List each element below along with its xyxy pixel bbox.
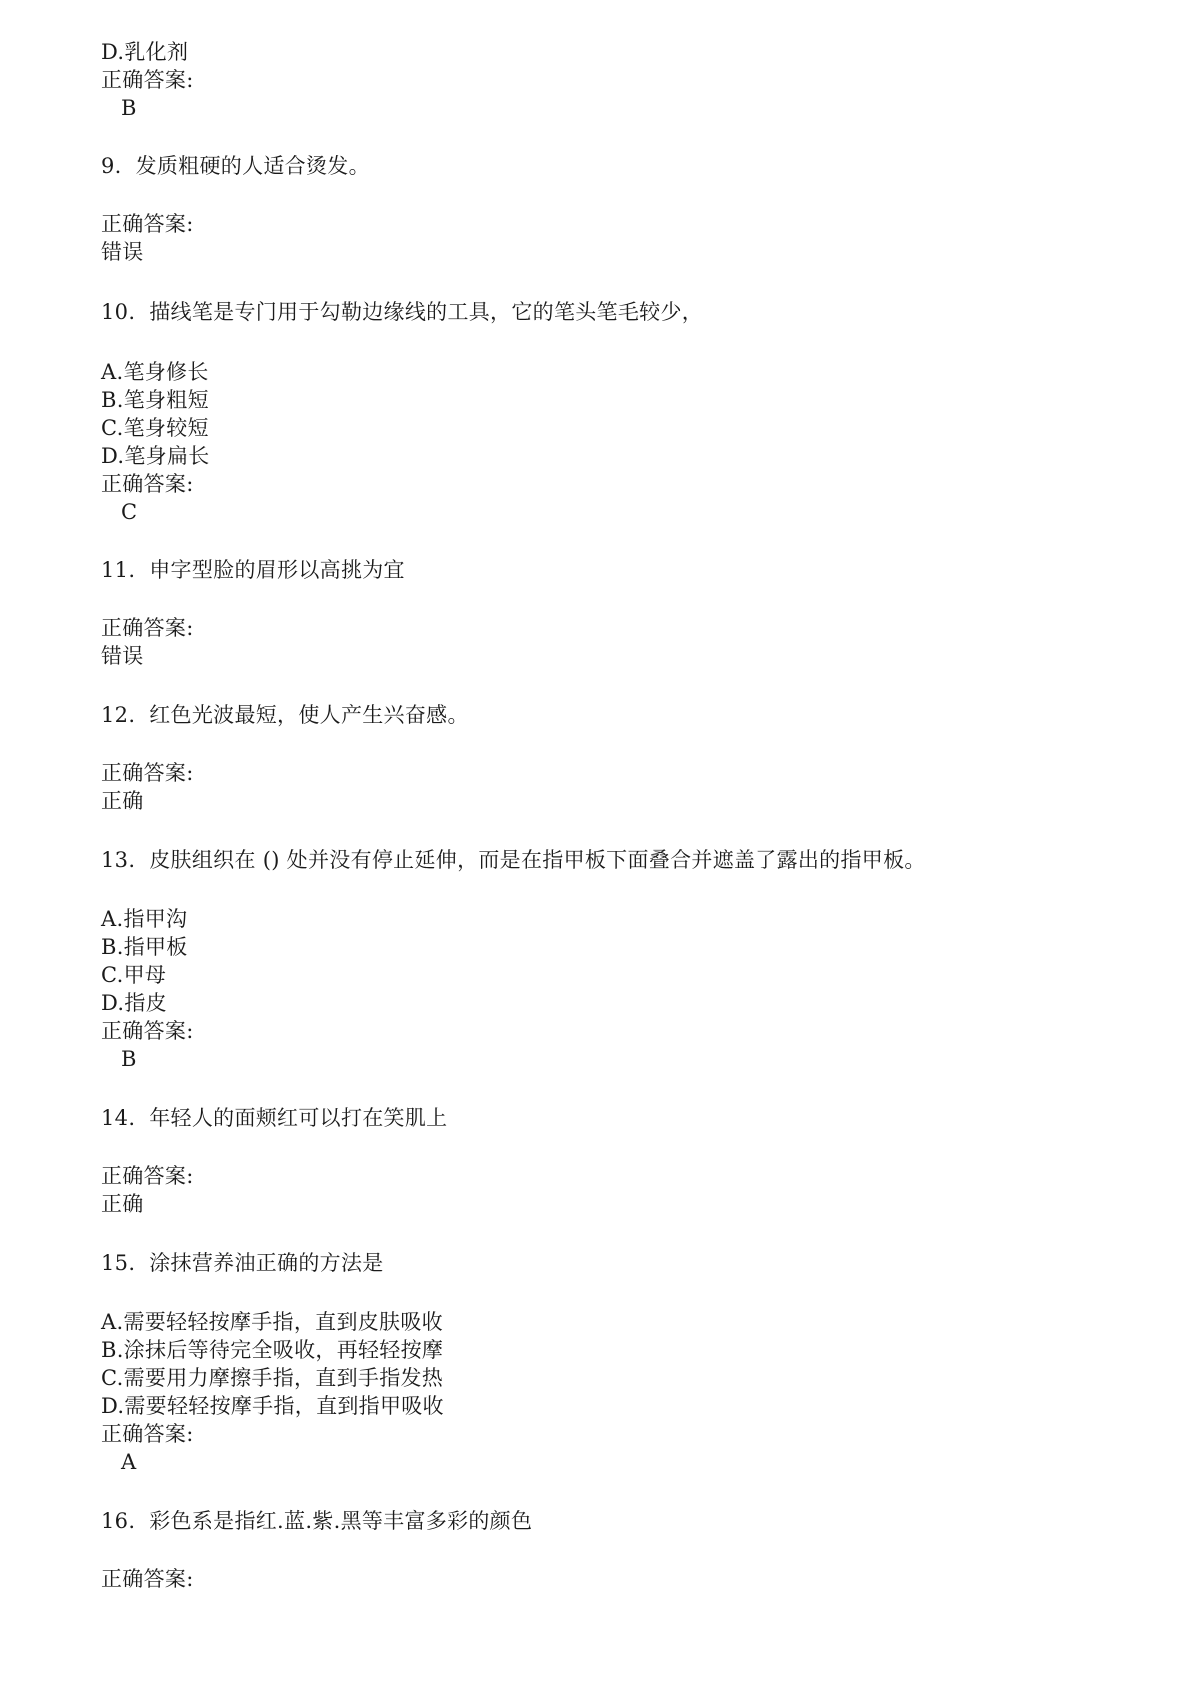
answer-value: 错误 <box>101 644 144 668</box>
option-d: D.需要轻轻按摩手指，直到指甲吸收 <box>101 1394 444 1418</box>
answer-value: 正确 <box>101 1192 144 1216</box>
answer-value: 正确 <box>101 789 144 813</box>
option-b: B.涂抹后等待完全吸收，再轻轻按摩 <box>101 1338 444 1362</box>
question-15: 15. 涂抹营养油正确的方法是 <box>101 1251 384 1275</box>
answer-label: 正确答案: <box>101 68 194 92</box>
answer-label: 正确答案: <box>101 616 194 640</box>
question-11: 11. 申字型脸的眉形以高挑为宜 <box>101 558 405 582</box>
option-c: C.需要用力摩擦手指，直到手指发热 <box>101 1366 444 1390</box>
answer-value: 错误 <box>101 240 144 264</box>
question-14: 14. 年轻人的面颊红可以打在笑肌上 <box>101 1106 448 1130</box>
option-c: C.甲母 <box>101 963 167 987</box>
question-16: 16. 彩色系是指红.蓝.紫.黑等丰富多彩的颜色 <box>101 1509 533 1533</box>
option-a: A.指甲沟 <box>101 907 188 931</box>
answer-value: A <box>121 1450 137 1474</box>
answer-label: 正确答案: <box>101 1567 194 1591</box>
question-9: 9. 发质粗硬的人适合烫发。 <box>101 154 370 178</box>
option-d: D.乳化剂 <box>101 40 189 64</box>
option-a: A.需要轻轻按摩手指，直到皮肤吸收 <box>101 1310 443 1334</box>
answer-value: B <box>121 96 137 120</box>
answer-label: 正确答案: <box>101 472 194 496</box>
answer-label: 正确答案: <box>101 212 194 236</box>
answer-label: 正确答案: <box>101 1422 194 1446</box>
question-10: 10. 描线笔是专门用于勾勒边缘线的工具，它的笔头笔毛较少， <box>101 300 704 324</box>
answer-value: C <box>121 500 138 524</box>
answer-label: 正确答案: <box>101 761 194 785</box>
question-13: 13. 皮肤组织在 () 处并没有停止延伸，而是在指甲板下面叠合并遮盖了露出的指甲板。 <box>101 848 926 872</box>
option-c: C.笔身较短 <box>101 416 209 440</box>
answer-label: 正确答案: <box>101 1019 194 1043</box>
option-d: D.笔身扁长 <box>101 444 210 468</box>
option-d: D.指皮 <box>101 991 167 1015</box>
answer-label: 正确答案: <box>101 1164 194 1188</box>
option-b: B.笔身粗短 <box>101 388 209 412</box>
option-b: B.指甲板 <box>101 935 188 959</box>
answer-value: B <box>121 1047 137 1071</box>
option-a: A.笔身修长 <box>101 360 209 384</box>
question-12: 12. 红色光波最短，使人产生兴奋感。 <box>101 703 469 727</box>
